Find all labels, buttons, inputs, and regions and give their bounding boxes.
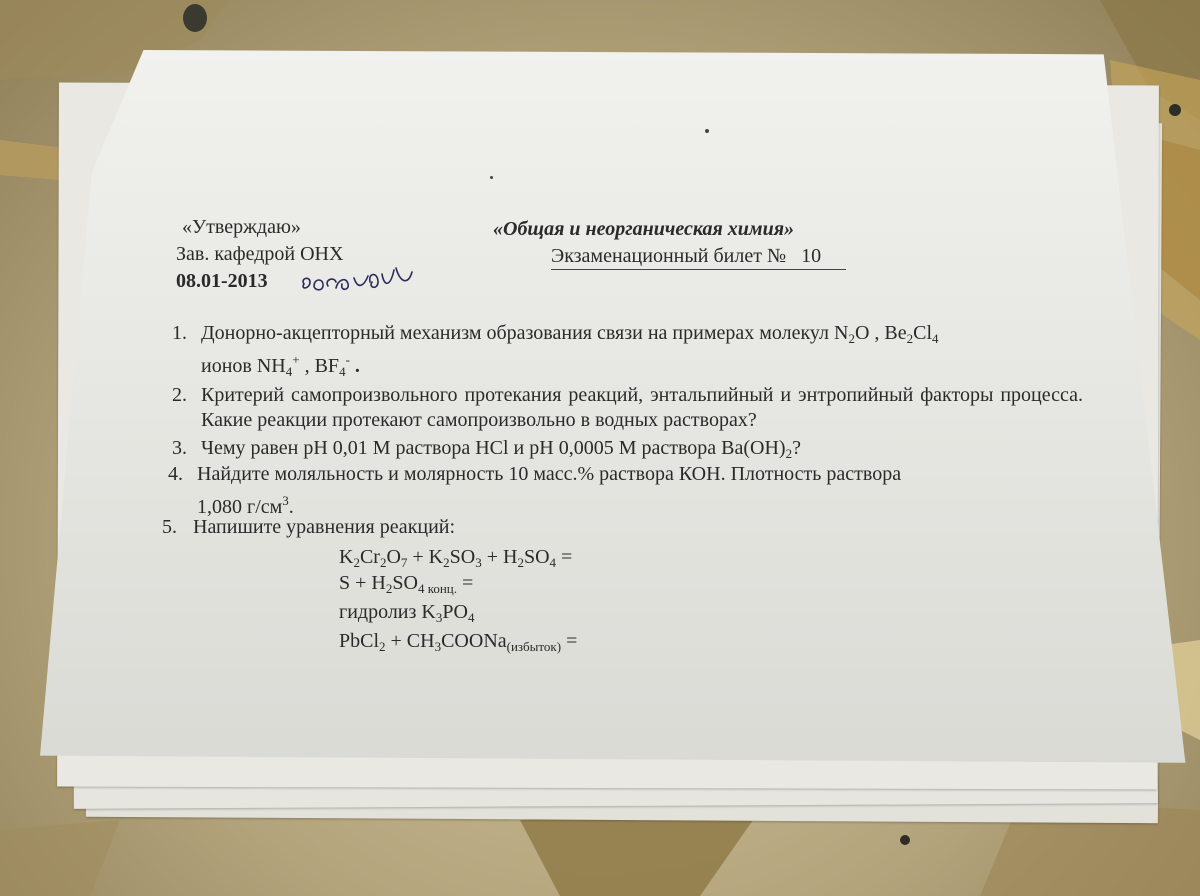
equation-4: PbCl$_2$ + $CH_3COONa_{(избыток)}$ = [339, 630, 578, 654]
course-title: «Общая и неорганическая химия» [493, 218, 795, 240]
question-text: Найдите моляльность и молярность 10 масс.% раствора КОН. Плотность раствора [197, 463, 902, 485]
question-text: Чему равен pH 0,01 М раствора HCl и pH 0,0005 М раствора $Ba(OH)_2$? [201, 437, 801, 461]
ticket-number: 10 [801, 245, 822, 267]
question-number: 4. [168, 463, 183, 485]
question-text-line: Донорно-акцепторный механизм образования связи на примерах молекул $N_2O$ , $Be_2Cl_4$ [201, 322, 939, 346]
equation-2: $S + H_2SO_{4 конц.}$ = [339, 572, 474, 596]
question-2 [172, 383, 1088, 435]
question-text-line: 1,080 $г/см^3$. [197, 493, 294, 518]
ticket-label: Экзаменационный билет № [551, 245, 787, 267]
question-4 [168, 462, 1088, 518]
equation-3: гидролиз $K_3PO_4$ [339, 601, 475, 625]
question-1 [172, 321, 1092, 379]
paper-speck [490, 176, 493, 179]
question-text: Критерий самопроизвольного протекания реакций, энтальпийный и энтропийный факторы процесса. Какие реакции протекают самопроизвольно в водных растворах? [201, 384, 1083, 431]
paper-speck [705, 129, 709, 133]
signature [298, 262, 418, 302]
question-5 [162, 515, 662, 541]
approve-label: «Утверждаю» [182, 216, 301, 238]
ticket-heading [551, 245, 846, 270]
question-number: 1. [172, 322, 187, 344]
question-text: Напишите уравнения реакций: [193, 516, 456, 538]
question-3 [172, 436, 1088, 462]
approval-date: 08.01-2013 [176, 270, 268, 292]
question-number: 3. [172, 437, 187, 459]
question-number: 5. [162, 516, 177, 538]
equation-1: $K_2Cr_2O_7 + K_2SO_3 + H_2SO_4$ = [339, 546, 573, 570]
question-number: 2. [172, 384, 187, 406]
question-text-line: ионов $NH_4^+$ , $BF_4^-$ . [201, 352, 360, 379]
head-of-department: Зав. кафедрой ОНХ [176, 243, 344, 265]
